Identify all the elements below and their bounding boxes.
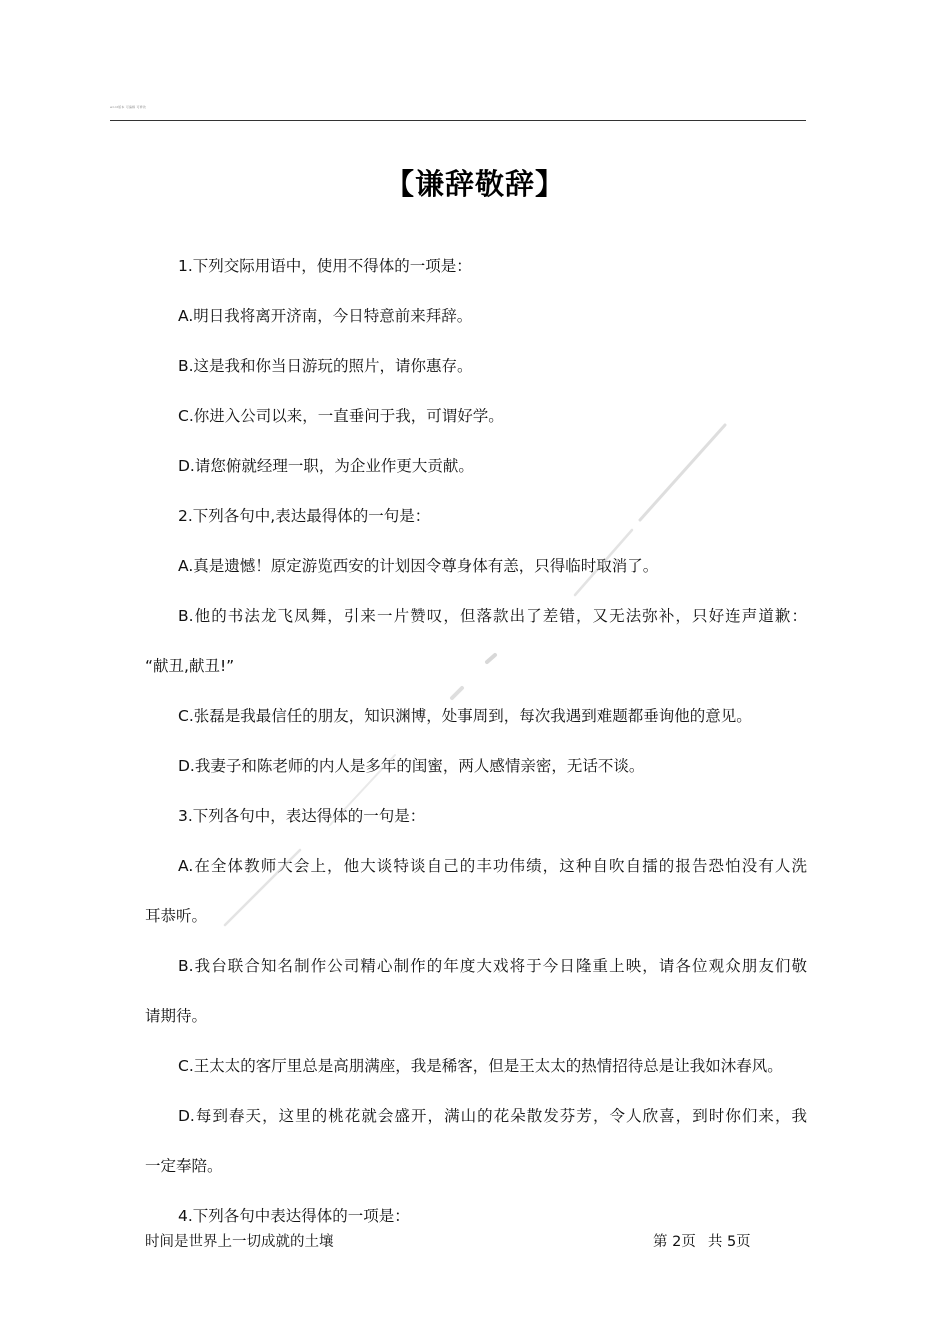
question-3-option-d-continued: 一定奉陪。 (145, 1157, 223, 1175)
question-3-option-a: A.在全体教师大会上，他大谈特谈自己的丰功伟绩，这种自吹自擂的报告恐怕没有人洗 (178, 857, 807, 875)
header-tiny-text: word版本 可编辑 可修改 (110, 105, 147, 109)
question-2-stem: 2.下列各句中,表达最得体的一句是： (178, 507, 431, 525)
question-2-option-a: A.真是遗憾！原定游览西安的计划因令尊身体有恙，只得临时取消了。 (178, 557, 659, 575)
question-3-stem: 3.下列各句中，表达得体的一句是： (178, 807, 426, 825)
question-2-option-d: D.我妻子和陈老师的内人是多年的闺蜜，两人感情亲密，无话不谈。 (178, 757, 645, 775)
question-3-option-a-continued: 耳恭听。 (145, 907, 208, 925)
header-rule (110, 120, 806, 121)
question-4-stem: 4.下列各句中表达得体的一项是： (178, 1207, 410, 1225)
question-1-option-a: A.明日我将离开济南，今日特意前来拜辞。 (178, 307, 473, 325)
question-2-option-c: C.张磊是我最信任的朋友，知识渊博，处事周到，每次我遇到难题都垂询他的意见。 (178, 707, 752, 725)
footer-page-info (653, 1230, 763, 1251)
question-3-option-c: C.王太太的客厅里总是高朋满座，我是稀客，但是王太太的热情招待总是让我如沐春风。 (178, 1057, 783, 1075)
question-3-option-b-continued: 请期待。 (145, 1007, 208, 1025)
question-1-option-b: B.这是我和你当日游玩的照片，请你惠存。 (178, 357, 473, 375)
footer-page-number: 第 2页 (653, 1234, 696, 1250)
question-2-option-b: B.他的书法龙飞凤舞，引来一片赞叹，但落款出了差错，又无法弥补，只好连声道歉： (178, 607, 807, 625)
document-title: 【谦辞敬辞】 (384, 167, 565, 201)
question-2-option-b-continued: “献丑,献丑!” (145, 657, 235, 675)
question-1-option-d: D.请您俯就经理一职，为企业作更大贡献。 (178, 457, 474, 475)
question-1-stem: 1.下列交际用语中，使用不得体的一项是： (178, 257, 472, 275)
document-body (145, 253, 807, 1253)
footer-total-pages: 共 5页 (707, 1234, 751, 1250)
question-3-option-d: D.每到春天，这里的桃花就会盛开，满山的花朵散发芬芳，令人欣喜，到时你们来，我 (178, 1107, 807, 1125)
question-1-option-c: C.你进入公司以来，一直垂问于我，可谓好学。 (178, 407, 504, 425)
question-3-option-b: B.我台联合知名制作公司精心制作的年度大戏将于今日隆重上映，请各位观众朋友们敬 (178, 957, 807, 975)
footer-motto: 时间是世界上一切成就的土壤 (145, 1234, 334, 1250)
